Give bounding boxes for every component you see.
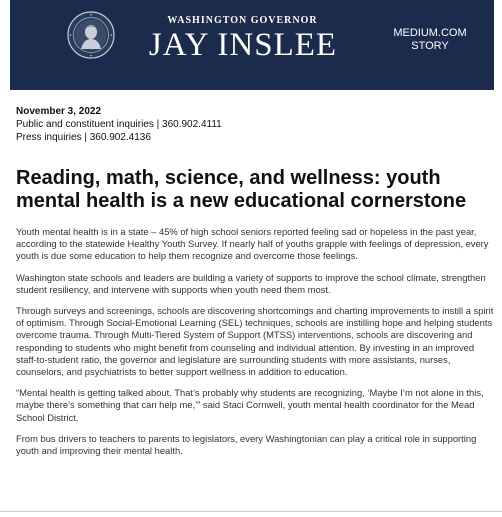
header-banner (10, 0, 494, 90)
public-inquiries: Public and constituent inquiries | 360.902.4111 (16, 119, 222, 130)
article-paragraph: Through surveys and screenings, schools are discovering shortcomings and charting improvements to instill a spirit of optimism. Through Social-Emotional Learning (SEL) techniques, schools are instilling hope and helping students overcome trauma. Through Multi-Tiered System of Support (MTSS) interventions, schools are discovering and responding to students who might benefit from counseling and individual attention. By investing in an improved staff-to-student ratio, the governor and legislature are surrounding students with more assistants, nurses, counselors, and psychiatrists to better support wellness in addition to education. (16, 305, 494, 378)
article-headline: Reading, math, science, and wellness: youth mental health is a new educational cornerstone (16, 167, 467, 212)
story-label[interactable] (382, 27, 478, 53)
article-paragraph: “Mental health is getting talked about. That’s probably why students are recognizing, ‘Maybe I’m not alone in this, maybe there’s something that can help me,’” said Staci Cornwell, youth mental health coordinator for the Mead School District. (16, 387, 484, 423)
article-body (16, 226, 494, 466)
story-label-line1: MEDIUM.COM (393, 27, 467, 39)
release-date: November 3, 2022 (16, 106, 102, 117)
story-label-line2: STORY (411, 40, 449, 52)
article-paragraph: Washington state schools and leaders are building a variety of supports to improve the school climate, strengthen student resiliency, and intervene with supports when youth need them most. (16, 271, 486, 295)
page-divider (0, 511, 502, 512)
press-inquiries: Press inquiries | 360.902.4136 (16, 132, 151, 143)
article-paragraph: From bus drivers to teachers to parents to legislators, every Washingtonian can play a critical role in supporting youth and improving their mental health. (16, 432, 477, 457)
press-meta (16, 105, 222, 144)
governor-name: JAY INSLEE (148, 27, 338, 63)
header-subtitle: WASHINGTON GOVERNOR (167, 15, 318, 26)
article-paragraph: Youth mental health is in a state – 45% of high school seniors reported feeling sad or hopeless in the past year, according to the statewide Healthy Youth Survey. If nearly half of youths grapple with feelings of depression, every youth is due some education to help them recognize and overcome those feelings. (16, 226, 489, 262)
state-seal-icon (67, 11, 115, 59)
